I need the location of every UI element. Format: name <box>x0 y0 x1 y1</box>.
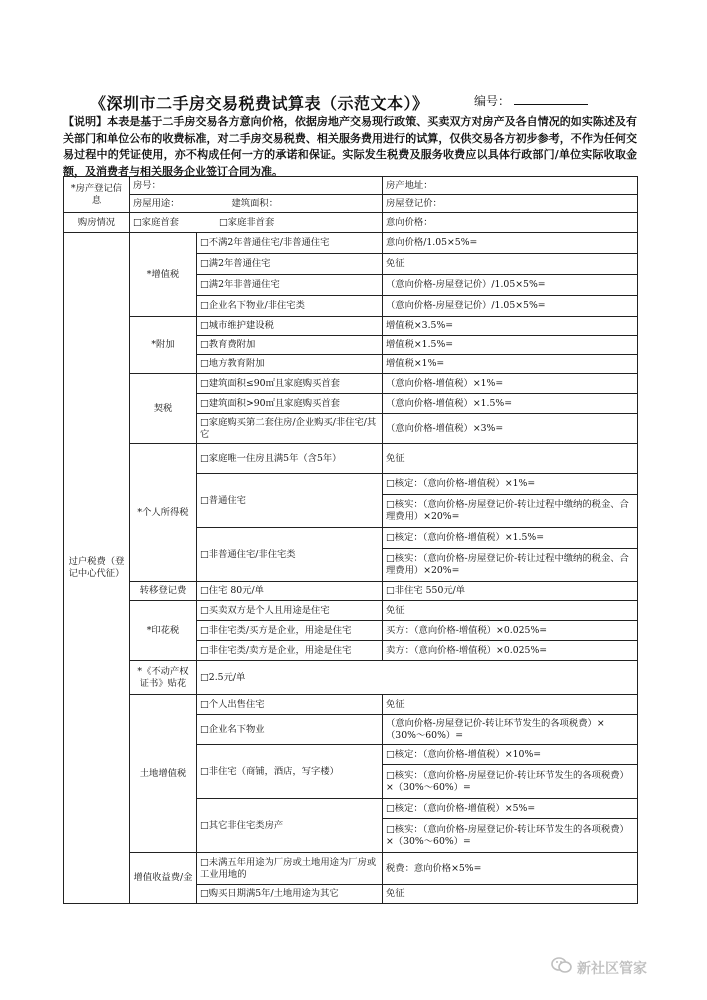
ordinary-verify-option[interactable]: □核定：（意向价格-增值税）×1%= <box>383 474 638 495</box>
land-nonres-verify-option[interactable]: □核定：（意向价格-增值税）×10%= <box>383 745 638 765</box>
land-nonres-actual-option[interactable]: □核实：（意向价格-房屋登记价-转让环节发生的各项税费）×（30%～60%）= <box>383 765 638 799</box>
purchase-label: 购房情况 <box>64 213 130 233</box>
land-personal-formula: 免征 <box>383 695 638 715</box>
certificate-stamp-option[interactable]: □2.5元/单 <box>197 661 638 695</box>
intended-price-field[interactable]: 意向价格： <box>383 213 638 233</box>
stamp-formula: 买方：（意向价格-增值税）×0.025%= <box>383 621 638 641</box>
deed-formula: （意向价格-增值税）×1.5%= <box>383 394 638 414</box>
appreciation-formula: 税费：意向价格×5%= <box>383 853 638 885</box>
non-first-home-checkbox[interactable]: □家庭非首套 <box>218 216 275 228</box>
table-row <box>64 195 638 213</box>
stamp-condition[interactable]: □非住宅类/卖方是企业，用途是住宅 <box>197 641 383 661</box>
transfer-tax-section-label: 过户税费（登记中心代征） <box>64 233 130 904</box>
non-residential-fee-option[interactable]: □非住宅 550元/单 <box>383 582 638 601</box>
stamp-duty-label: *印花税 <box>130 601 197 661</box>
residential-fee-option[interactable]: □住宅 80元/单 <box>197 582 383 601</box>
stamp-condition[interactable]: □买卖双方是个人且用途是住宅 <box>197 601 383 621</box>
deed-condition[interactable]: □建筑面积>90㎡且家庭购买首套 <box>197 394 383 414</box>
usage-area-cell <box>130 195 383 213</box>
watermark: 新社区管家 <box>577 961 647 977</box>
land-tax-label: 土地增值税 <box>130 695 197 853</box>
land-personal-condition[interactable]: □个人出售住宅 <box>197 695 383 715</box>
non-ordinary-actual-option[interactable]: □核实：（意向价格-房屋登记价-转让过程中缴纳的税金、合理费用）×20%= <box>383 549 638 582</box>
land-nonres-condition[interactable]: □非住宅（商铺，酒店，写字楼） <box>197 745 383 799</box>
surcharge-condition[interactable]: □城市维护建设税 <box>197 317 383 336</box>
stamp-formula: 免征 <box>383 601 638 621</box>
number-blank-line[interactable] <box>514 92 588 105</box>
transfer-fee-label: 转移登记费 <box>130 582 197 601</box>
property-info-label: *房产登记信息 <box>64 177 130 213</box>
land-other-verify-option[interactable]: □核定：（意向价格-增值税）×5%= <box>383 799 638 819</box>
area-field[interactable]: 建筑面积： <box>231 197 278 209</box>
certificate-stamp-label: *《不动产权证书》贴花 <box>130 661 197 695</box>
first-home-checkbox[interactable]: □家庭首套 <box>133 216 179 228</box>
table-row <box>64 444 638 474</box>
number-field <box>474 92 588 109</box>
surcharge-formula: 增值税×3.5%= <box>383 317 638 336</box>
ordinary-housing-condition[interactable]: □普通住宅 <box>197 474 383 528</box>
usage-field[interactable]: 房屋用途： <box>133 197 180 209</box>
table-row <box>64 853 638 885</box>
vat-formula: 意向价格/1.05×5%= <box>383 233 638 254</box>
deed-tax-label: 契税 <box>130 374 197 444</box>
vat-formula: （意向价格-房屋登记价）/1.05×5%= <box>383 275 638 296</box>
table-row <box>64 213 638 233</box>
table-row <box>64 661 638 695</box>
room-number-field[interactable]: 房号： <box>130 177 383 195</box>
income-tax-label: *个人所得税 <box>130 444 197 582</box>
deed-formula: （意向价格-增值税）×3%= <box>383 414 638 444</box>
surcharge-condition[interactable]: □地方教育附加 <box>197 355 383 374</box>
surcharge-formula: 增值税×1%= <box>383 355 638 374</box>
table-row <box>64 177 638 195</box>
purchase-options <box>130 213 383 233</box>
vat-formula: 免征 <box>383 254 638 275</box>
surcharge-formula: 增值税×1.5%= <box>383 336 638 355</box>
surcharge-condition[interactable]: □教育费附加 <box>197 336 383 355</box>
table-row <box>64 601 638 621</box>
wechat-icon <box>551 956 573 974</box>
vat-condition[interactable]: □不满2年普通住宅/非普通住宅 <box>197 233 383 254</box>
vat-condition[interactable]: □满2年非普通住宅 <box>197 275 383 296</box>
appreciation-formula: 免征 <box>383 885 638 904</box>
surcharge-label: *附加 <box>130 317 197 374</box>
number-label: 编号： <box>474 94 511 108</box>
land-enterprise-formula: （意向价格-房屋登记价-转让环节发生的各项税费）×（30%～60%）= <box>383 715 638 745</box>
land-enterprise-condition[interactable]: □企业名下物业 <box>197 715 383 745</box>
vat-condition[interactable]: □企业名下物业/非住宅类 <box>197 296 383 317</box>
vat-formula: （意向价格-房屋登记价）/1.05×5%= <box>383 296 638 317</box>
ordinary-actual-option[interactable]: □核实：（意向价格-房屋登记价-转让过程中缴纳的税金、合理费用）×20%= <box>383 495 638 528</box>
vat-condition[interactable]: □满2年普通住宅 <box>197 254 383 275</box>
stamp-condition[interactable]: □非住宅类/买方是企业，用途是住宅 <box>197 621 383 641</box>
non-ordinary-verify-option[interactable]: □核定：（意向价格-增值税）×1.5%= <box>383 528 638 549</box>
income-exempt-formula: 免征 <box>383 444 638 474</box>
deed-formula: （意向价格-增值税）×1%= <box>383 374 638 394</box>
table-row <box>64 317 638 336</box>
tax-table <box>63 176 638 904</box>
table-row <box>64 374 638 394</box>
table-row <box>64 582 638 601</box>
table-row <box>64 233 638 254</box>
non-ordinary-housing-condition[interactable]: □非普通住宅/非住宅类 <box>197 528 383 582</box>
land-other-condition[interactable]: □其它非住宅类房产 <box>197 799 383 853</box>
stamp-formula: 卖方：（意向价格-增值税）×0.025%= <box>383 641 638 661</box>
appreciation-fee-label: 增值收益费/金 <box>130 853 197 904</box>
explanation-note: 【说明】本表是基于二手房交易各方意向价格，依据房地产交易现行政策、买卖双方对房产及各自情况的如实陈述及有关部门和单位公布的收费标准，对二手房交易税费、相关服务费用进行的试算，仅供交易各方初步参考，不作为任何交易过程中的凭证使用，亦不构成任何一方的承诺和保证。实际发生税费及服务收费应以具体行政部门/单位实际收取金额，及消费者与相关服务企业签订合同为准。 <box>63 115 637 178</box>
appreciation-condition[interactable]: □未满五年用途为厂房或土地用途为厂房或工业用地的 <box>197 853 383 885</box>
table-row <box>64 695 638 715</box>
land-other-actual-option[interactable]: □核实：（意向价格-房屋登记价-转让环节发生的各项税费）×（30%～60%）= <box>383 819 638 853</box>
registered-price-field[interactable]: 房屋登记价： <box>383 195 638 213</box>
vat-label: *增值税 <box>130 233 197 317</box>
deed-condition[interactable]: □家庭购买第二套住房/企业购买/非住宅/其它 <box>197 414 383 444</box>
property-address-field[interactable]: 房产地址： <box>383 177 638 195</box>
page-title: 《深圳市二手房交易税费试算表（示范文本）》 <box>90 94 429 113</box>
appreciation-condition[interactable]: □购买日期满5年/土地用途为其它 <box>197 885 383 904</box>
income-exempt-condition[interactable]: □家庭唯一住房且满5年（含5年） <box>197 444 383 474</box>
deed-condition[interactable]: □建筑面积≤90㎡且家庭购买首套 <box>197 374 383 394</box>
